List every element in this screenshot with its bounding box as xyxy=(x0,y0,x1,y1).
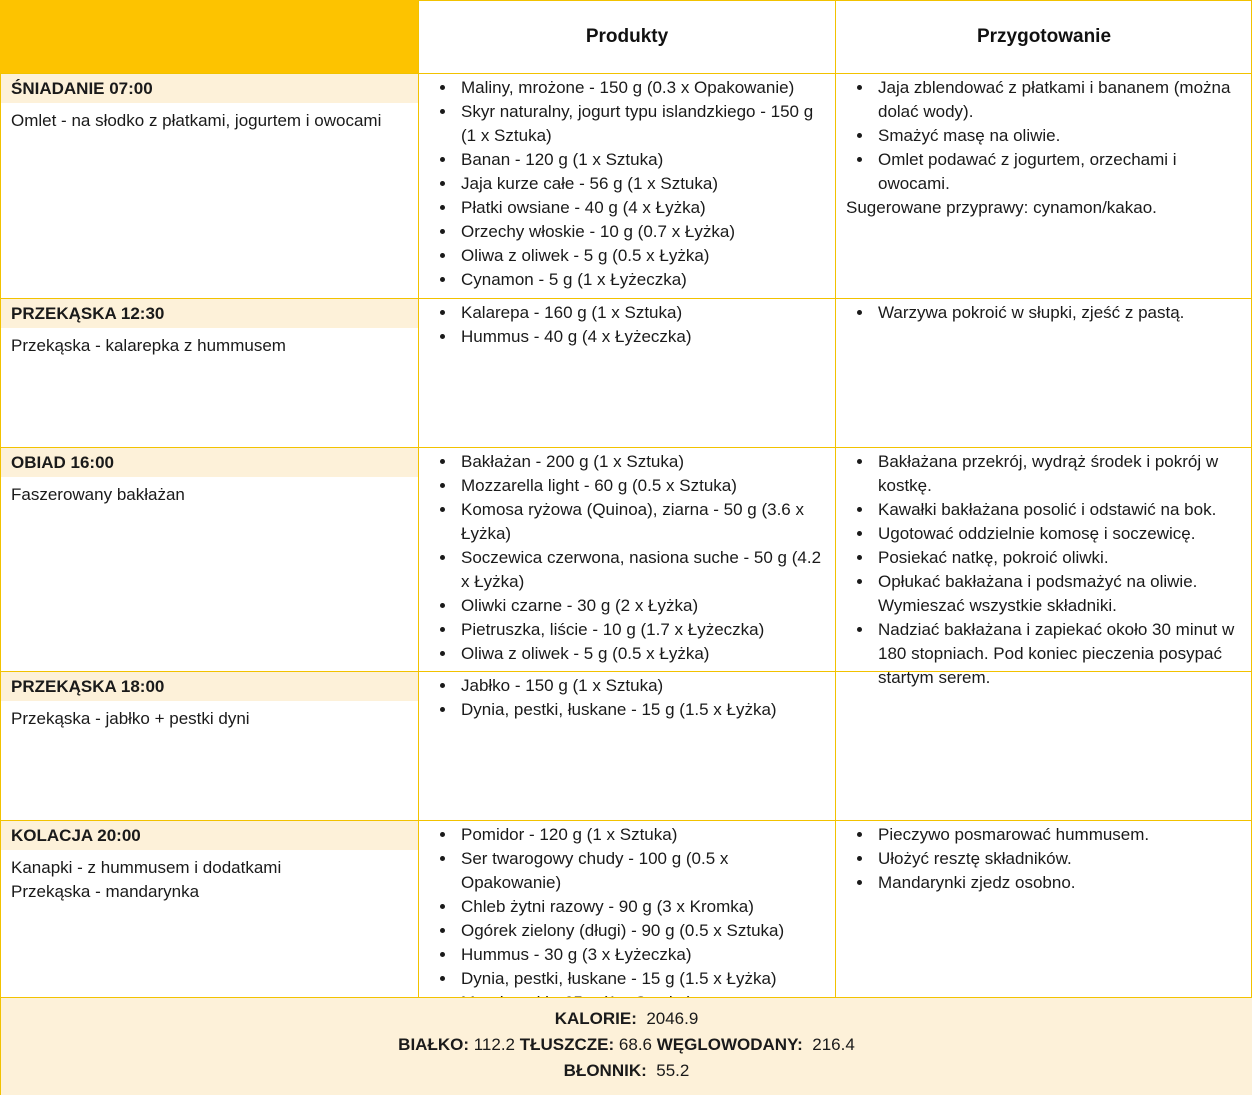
fiber-label: BŁONNIK: xyxy=(563,1061,647,1080)
meal-description: Przekąska - kalarepka z hummusem xyxy=(11,336,286,355)
carbs-label: WĘGLOWODANY: xyxy=(656,1035,803,1054)
product-item: • Bakłażan - 200 g (1 x Sztuka) xyxy=(457,450,825,474)
product-item: • Kalarepa - 160 g (1 x Sztuka) xyxy=(457,301,825,325)
header-products: Produkty xyxy=(418,0,835,73)
nutrition-summary xyxy=(0,997,1252,1095)
product-item: • Oliwki czarne - 30 g (2 x Łyżka) xyxy=(457,594,825,618)
products-cell xyxy=(418,73,835,298)
product-item: • Cynamon - 5 g (1 x Łyżeczka) xyxy=(457,268,825,292)
product-item: • Dynia, pestki, łuskane - 15 g (1.5 x Łyżka) xyxy=(457,967,825,991)
preparation-block xyxy=(836,299,1252,325)
product-item: • Jaja kurze całe - 56 g (1 x Sztuka) xyxy=(457,172,825,196)
product-item: • Ogórek zielony (długi) - 90 g (0.5 x Sztuka) xyxy=(457,919,825,943)
preparation-step: • Warzywa pokroić w słupki, zjeść z pastą. xyxy=(874,301,1242,325)
product-item: • Banan - 120 g (1 x Sztuka) xyxy=(457,148,825,172)
meal-description: Omlet - na słodko z płatkami, jogurtem i owocami xyxy=(11,111,382,130)
macros-line xyxy=(1,1032,1252,1058)
products-list xyxy=(419,299,835,349)
protein-value: 112.2 xyxy=(473,1035,516,1054)
products-cell xyxy=(418,820,835,997)
product-item: • Jabłko - 150 g (1 x Sztuka) xyxy=(457,674,825,698)
meal-title: ŚNIADANIE 07:00 xyxy=(1,74,418,103)
preparation-step: • Pieczywo posmarować hummusem. xyxy=(874,823,1242,847)
product-item: • Orzechy włoskie - 10 g (0.7 x Łyżka) xyxy=(457,220,825,244)
preparation-step: • Posiekać natkę, pokroić oliwki. xyxy=(874,546,1242,570)
products-list xyxy=(419,74,835,292)
product-item: • Skyr naturalny, jogurt typu islandzkiego - 150 g (1 x Sztuka) xyxy=(457,100,825,148)
product-item: • Soczewica czerwona, nasiona suche - 50 g (4.2 x Łyżka) xyxy=(457,546,825,594)
fiber-line xyxy=(1,1058,1252,1084)
product-item: • Oliwa z oliwek - 5 g (0.5 x Łyżka) xyxy=(457,244,825,268)
preparation-block xyxy=(836,821,1252,895)
meal-description: Kanapki - z hummusem i dodatkami Przekąska - mandarynka xyxy=(11,858,282,901)
preparation-step: • Opłukać bakłażana i podsmażyć na oliwie. Wymieszać wszystkie składniki. xyxy=(874,570,1242,618)
products-cell xyxy=(418,447,835,671)
protein-label: BIAŁKO: xyxy=(398,1035,469,1054)
meal-description: Przekąska - jabłko + pestki dyni xyxy=(11,709,250,728)
meal-title: KOLACJA 20:00 xyxy=(1,821,418,850)
product-item: • Ser twarogowy chudy - 100 g (0.5 x Opakowanie) xyxy=(457,847,825,895)
preparation-note: Sugerowane przyprawy: cynamon/kakao. xyxy=(846,198,1157,217)
meal-description: Faszerowany bakłażan xyxy=(11,485,185,504)
meal-cell xyxy=(0,298,418,447)
meal-cell xyxy=(0,671,418,820)
product-item: • Pietruszka, liście - 10 g (1.7 x Łyżeczka) xyxy=(457,618,825,642)
meal-title: PRZEKĄSKA 18:00 xyxy=(1,672,418,701)
preparation-cell xyxy=(835,298,1252,447)
meal-cell xyxy=(0,447,418,671)
products-list xyxy=(419,672,835,722)
preparation-list xyxy=(846,301,1242,325)
preparation-step: • Smażyć masę na oliwie. xyxy=(874,124,1242,148)
product-item: • Maliny, mrożone - 150 g (0.3 x Opakowanie) xyxy=(457,76,825,100)
preparation-step: • Jaja zblendować z płatkami i bananem (można dolać wody). xyxy=(874,76,1242,124)
preparation-step: • Kawałki bakłażana posolić i odstawić na bok. xyxy=(874,498,1242,522)
preparation-step: • Ułożyć resztę składników. xyxy=(874,847,1242,871)
product-item: • Pomidor - 120 g (1 x Sztuka) xyxy=(457,823,825,847)
preparation-list xyxy=(846,76,1242,196)
product-item: • Mozzarella light - 60 g (0.5 x Sztuka) xyxy=(457,474,825,498)
preparation-step: • Mandarynki zjedz osobno. xyxy=(874,871,1242,895)
preparation-cell xyxy=(835,671,1252,820)
header-corner xyxy=(0,0,418,73)
products-list xyxy=(419,448,835,666)
product-item: • Oliwa z oliwek - 5 g (0.5 x Łyżka) xyxy=(457,642,825,666)
preparation-cell xyxy=(835,73,1252,298)
meal-cell xyxy=(0,73,418,298)
product-item: • Płatki owsiane - 40 g (4 x Łyżka) xyxy=(457,196,825,220)
preparation-list xyxy=(846,823,1242,895)
meal-cell xyxy=(0,820,418,997)
product-item: • Hummus - 30 g (3 x Łyżeczka) xyxy=(457,943,825,967)
preparation-block xyxy=(836,672,1252,674)
products-cell xyxy=(418,298,835,447)
preparation-step: • Ugotować oddzielnie komosę i soczewicę. xyxy=(874,522,1242,546)
meal-title: OBIAD 16:00 xyxy=(1,448,418,477)
product-item: • Hummus - 40 g (4 x Łyżeczka) xyxy=(457,325,825,349)
preparation-step: • Bakłażana przekrój, wydrąż środek i pokrój w kostkę. xyxy=(874,450,1242,498)
products-cell xyxy=(418,671,835,820)
product-item: • Komosa ryżowa (Quinoa), ziarna - 50 g (3.6 x Łyżka) xyxy=(457,498,825,546)
calories-label: KALORIE: xyxy=(554,1009,637,1028)
product-item: • Chleb żytni razowy - 90 g (3 x Kromka) xyxy=(457,895,825,919)
product-item: • Dynia, pestki, łuskane - 15 g (1.5 x Łyżka) xyxy=(457,698,825,722)
preparation-step: • Omlet podawać z jogurtem, orzechami i owocami. xyxy=(874,148,1242,196)
preparation-block xyxy=(836,448,1252,690)
fiber-value: 55.2 xyxy=(656,1061,690,1080)
preparation-list xyxy=(846,450,1242,690)
carbs-value: 216.4 xyxy=(812,1035,855,1054)
products-list xyxy=(419,821,835,1015)
calories-value: 2046.9 xyxy=(646,1009,699,1028)
preparation-cell xyxy=(835,820,1252,997)
preparation-cell xyxy=(835,447,1252,687)
preparation-block xyxy=(836,74,1252,220)
fat-label: TŁUSZCZE: xyxy=(519,1035,615,1054)
preparation-step: • Nadziać bakłażana i zapiekać około 30 minut w 180 stopniach. Pod koniec pieczenia posypać startym serem. xyxy=(874,618,1242,690)
calories-line xyxy=(1,1006,1252,1032)
meal-title: PRZEKĄSKA 12:30 xyxy=(1,299,418,328)
fat-value: 68.6 xyxy=(618,1035,653,1054)
header-preparation: Przygotowanie xyxy=(835,0,1252,73)
